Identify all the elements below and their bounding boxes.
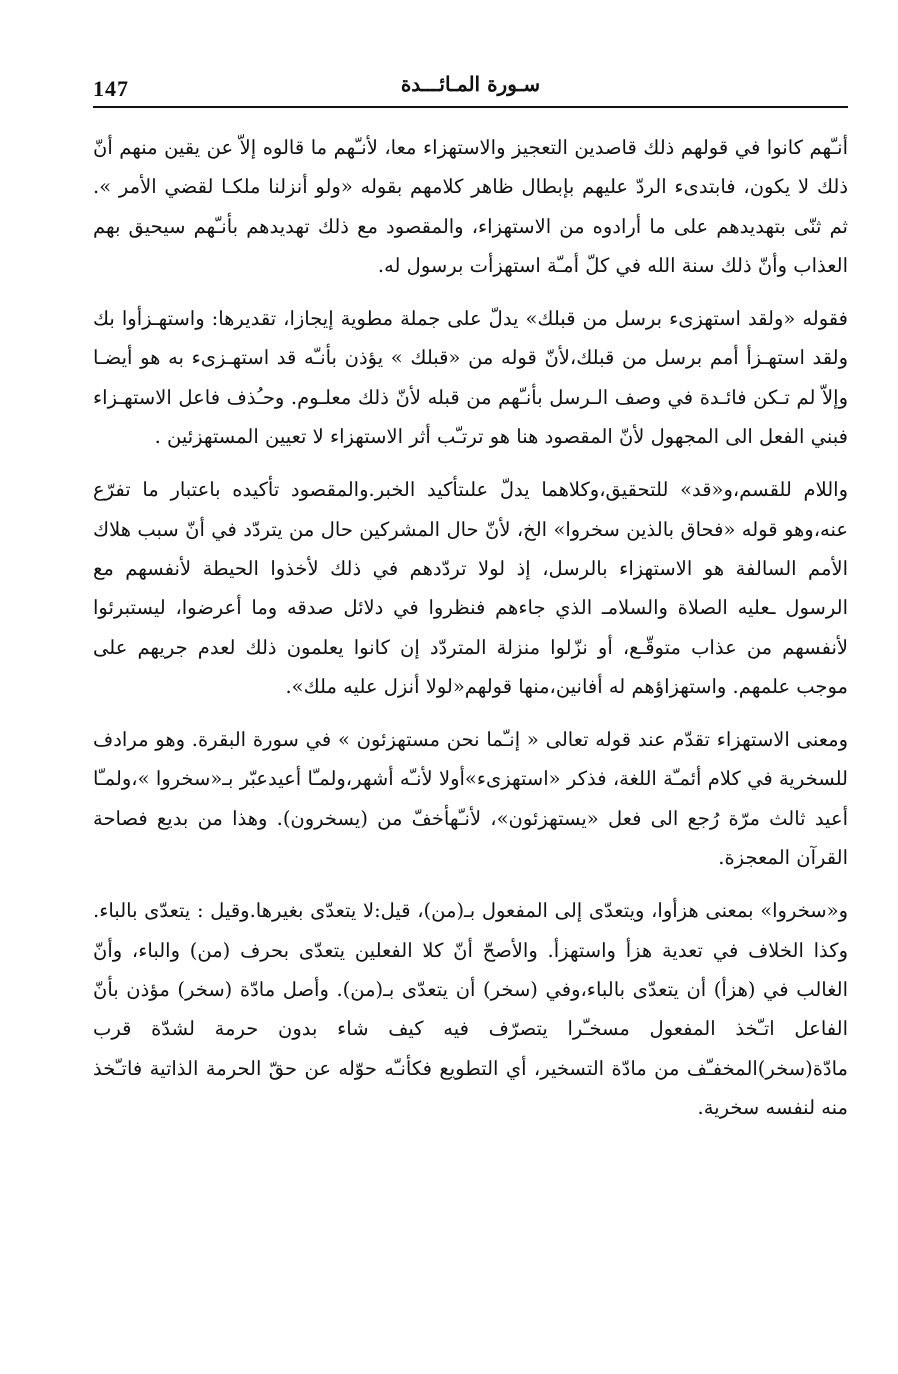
body-text: [93, 128, 848, 1141]
paragraph: واللام للقسم،و«قد» للتحقيق،وكلاهما يدلّ علىتأكيد الخبر.والمقصود تأكيده باعتبار ما تفرّع عنه،وهو قوله «فحاق بالذين سخروا» الخ، لأنّ حال المشركين حال من يتردّد في أنّ سبب هلاك الأمم السالفة هو الاستهزاء بالرسل، إذ لولا تردّدهم في ذلك لأخذوا الحيطة لأنفسهم مع الرسول ـعليه الصلاة والسلامـ الذي جاءهم فنظروا في دلائل صدقه وما أعرضوا، ليستبرئوا لأنفسهم من عذاب متوقّـع، أو نزّلوا منزلة المتردّد إن كانوا يعلمون ذلك لعدم جريهم على موجب علمهم. واستهزاؤهم له أفانين،منها قولهم«لولا أنزل عليه ملك».: [93, 478, 848, 698]
paragraph: أنـّهم كانوا في قولهم ذلك قاصدين التعجيز والاستهزاء معا، لأنـّهم ما قالوه إلاّ عن يقين منهم أنّ ذلك لا يكون، فابتدىء الردّ عليهم بإبطال ظاهر كلامهم بقوله «ولو أنزلنا ملكـا لقضي الأمر ». ثم ثنّى بتهديدهم على ما أرادوه من الاستهزاء، والمقصود مع ذلك تهديدهم بأنـّهم سيحيق بهم العذاب وأنّ ذلك سنة الله في كلّ أمـّة استهزأت برسول له.: [93, 136, 848, 277]
paragraph: ومعنى الاستهزاء تقدّم عند قوله تعالى « إنـّما نحن مستهزئون » في سورة البقرة. وهو مرادف للسخرية في كلام أئمـّة اللغة، فذكر «استهزىء»أولا لأنـّه أشهر،ولمـّا أعيدعبّر بـ«سخروا »،ولمـّا أعيد ثالث مرّة رُجع الى فعل «يستهزئون»، لأنـّهأخفّ من (يسخرون). وهذا من بديع فصاحة القرآن المعجزة.: [93, 728, 848, 870]
page-number: 147: [93, 76, 129, 101]
header-divider: [93, 106, 848, 108]
running-title: سـورة المـائـــدة: [400, 72, 541, 96]
paragraph: و«سخروا» بمعنى هزأوا، ويتعدّى إلى المفعول بـ(من)، قيل:لا يتعدّى بغيرها.وقيل : يتعدّى بالباء. وكذا الخلاف في تعدية هزأ واستهزأ. والأصحّ أنّ كلا الفعلين يتعدّى بحرف (من) والباء، وأنّ الغالب في (هزأ) أن يتعدّى بالباء،وفي (سخر) أن يتعدّى بـ(من). وأصل مادّة (سخر) مؤذن بأنّ الفاعل اتـّخذ المفعول مسخـّرا يتصرّف فيه كيف شاء بدون حرمة لشدّة قرب مادّة(سخر)المخفـّف من مادّة التسخير، أي التطويع فكأنـّه حوّله عن حقّ الحرمة الذاتية فاتـّخذ منه لنفسه سخرية.: [93, 899, 848, 1119]
page-header: [93, 68, 848, 104]
paragraph: فقوله «ولقد استهزىء برسل من قبلك» يدلّ على جملة مطوية إيجازا، تقديرها: واستهـزأوا بك ولقد استهـزأ أمم برسل من قبلك،لأنّ قوله من «قبلك » يؤذن بأنـّه قد استهـزىء به هو أيضـا وإلاّ لم تـكن فائـدة في وصف الـرسل بأنـّهم من قبله لأنّ ذلك معلـوم. وحـُذف فاعل الاستهـزاء فبني الفعل الى المجهول لأنّ المقصود هنا هو ترتـّب أثر الاستهزاء لا تعيين المستهزئين .: [93, 307, 848, 449]
